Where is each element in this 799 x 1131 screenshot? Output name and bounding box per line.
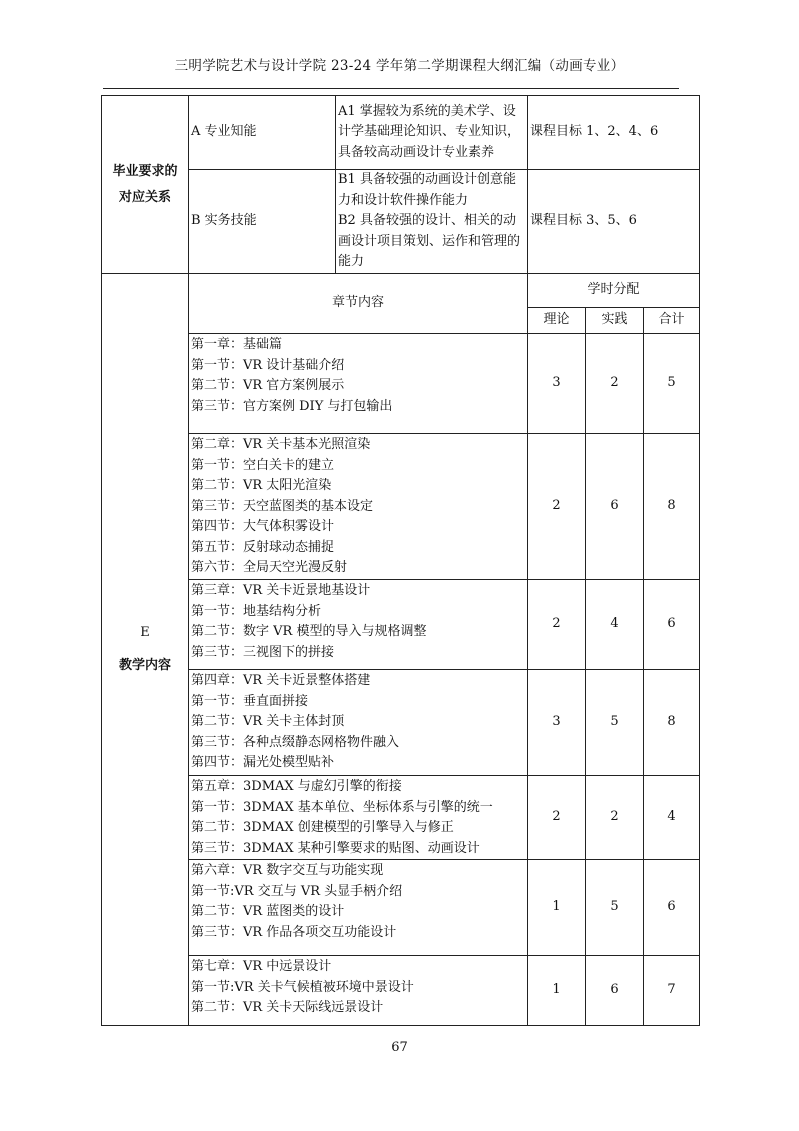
content-code: E xyxy=(140,625,150,640)
section-line: 第三节：VR 作品各项交互功能设计 xyxy=(191,924,397,940)
requirement-line: A1 掌握较为系统的美术学、设 xyxy=(338,103,516,119)
total-hours: 7 xyxy=(644,956,700,1026)
total-hours: 4 xyxy=(644,776,700,860)
total-hours: 8 xyxy=(644,434,700,580)
chapter-row xyxy=(102,334,700,434)
section-line: 第一节:VR 关卡气候植被环境中景设计 xyxy=(191,979,414,995)
practice-hours: 6 xyxy=(586,956,644,1026)
chapter-content xyxy=(189,334,528,434)
chapter-title: 第三章：VR 关卡近景地基设计 xyxy=(191,583,371,598)
practice-hours: 4 xyxy=(586,580,644,670)
theory-header: 理论 xyxy=(528,308,586,334)
section-line: 第四节：漏光处模型贴补 xyxy=(191,755,335,770)
practice-hours: 2 xyxy=(586,776,644,860)
section-line: 第二节：VR 关卡天际线远景设计 xyxy=(191,1000,384,1015)
requirement-b xyxy=(336,170,528,274)
practice-hours: 6 xyxy=(586,434,644,580)
chapter-content xyxy=(189,670,528,776)
page-number: 67 xyxy=(391,1040,408,1055)
chapter-column-header: 章节内容 xyxy=(189,274,528,334)
section-line: 第一节：地基结构分析 xyxy=(191,603,322,619)
target-a: 课程目标 1、2、4、6 xyxy=(528,96,700,170)
header-rule xyxy=(103,88,679,89)
requirement-line: 能力 xyxy=(338,254,365,270)
theory-hours: 3 xyxy=(528,334,586,434)
section-line: 第三节：3DMAX 某种引擎要求的贴图、动画设计 xyxy=(191,840,480,856)
content-header-row xyxy=(102,274,700,308)
section-line: 第一节：空白关卡的建立 xyxy=(191,457,335,473)
section-line: 第三节：各种点缀静态网格物件融入 xyxy=(191,734,400,750)
section-line: 第二节：数字 VR 模型的导入与规格调整 xyxy=(191,624,427,639)
section-line: 第二节：VR 蓝图类的设计 xyxy=(191,904,345,919)
theory-hours: 3 xyxy=(528,670,586,776)
practice-hours: 2 xyxy=(586,334,644,434)
total-hours: 6 xyxy=(644,580,700,670)
chapter-row xyxy=(102,776,700,860)
category-a: A 专业知能 xyxy=(189,96,336,170)
section-line: 第一节:VR 交互与 VR 头显手柄介绍 xyxy=(191,883,403,899)
category-b: B 实务技能 xyxy=(189,170,336,274)
section-line: 第一节：VR 设计基础介绍 xyxy=(191,357,345,373)
graduation-row-b xyxy=(102,170,700,274)
chapter-row xyxy=(102,956,700,1026)
chapter-title: 第二章：VR 关卡基本光照渲染 xyxy=(191,437,371,452)
chapter-row xyxy=(102,580,700,670)
section-line: 第四节：大气体积雾设计 xyxy=(191,519,335,534)
target-b: 课程目标 3、5、6 xyxy=(528,170,700,274)
chapter-row xyxy=(102,860,700,956)
total-hours: 8 xyxy=(644,670,700,776)
theory-hours: 2 xyxy=(528,434,586,580)
chapter-row xyxy=(102,670,700,776)
section-line: 第六节：全局天空光漫反射 xyxy=(191,560,348,575)
chapter-content xyxy=(189,580,528,670)
chapter-content xyxy=(189,434,528,580)
requirement-line: 具备较高动画设计专业素养 xyxy=(338,144,495,160)
section-line: 第一节：垂直面拼接 xyxy=(191,693,309,709)
page-header: 三明学院艺术与设计学院 23-24 学年第二学期课程大纲汇编（动画专业） xyxy=(174,58,625,74)
requirement-line: B1 具备较强的动画设计创意能 xyxy=(338,172,516,188)
requirement-line: B2 具备较强的设计、相关的动 xyxy=(338,213,516,229)
requirement-a xyxy=(336,96,528,170)
requirement-line: 力和设计软件操作能力 xyxy=(338,192,469,208)
section-line: 第二节：VR 官方案例展示 xyxy=(191,378,345,393)
section-line: 第二节：VR 太阳光渲染 xyxy=(191,478,332,493)
total-hours: 6 xyxy=(644,860,700,956)
hours-column-header: 学时分配 xyxy=(528,274,700,308)
theory-hours: 2 xyxy=(528,776,586,860)
content-label-cell xyxy=(102,274,189,1026)
theory-hours: 1 xyxy=(528,956,586,1026)
theory-hours: 2 xyxy=(528,580,586,670)
requirement-line: 画设计项目策划、运作和管理的 xyxy=(338,233,521,249)
chapter-title: 第四章：VR 关卡近景整体搭建 xyxy=(191,673,371,688)
chapter-content xyxy=(189,956,528,1026)
chapter-row xyxy=(102,434,700,580)
requirement-line: 计学基础理论知识、专业知识， xyxy=(338,124,521,140)
section-line: 第一节：3DMAX 基本单位、坐标体系与引擎的统一 xyxy=(191,799,493,815)
practice-hours: 5 xyxy=(586,860,644,956)
section-line: 第五节：反射球动态捕捉 xyxy=(191,539,335,555)
graduation-row-a xyxy=(102,96,700,170)
section-line: 第三节：官方案例 DIY 与打包输出 xyxy=(191,398,393,414)
section-line: 第二节：VR 关卡主体封顶 xyxy=(191,714,345,729)
chapter-content xyxy=(189,776,528,860)
chapter-title: 第五章：3DMAX 与虚幻引擎的衔接 xyxy=(191,779,402,794)
section-line: 第三节：三视图下的拼接 xyxy=(191,644,335,660)
practice-header: 实践 xyxy=(586,308,644,334)
course-outline-table xyxy=(101,95,700,1026)
chapter-title: 第六章：VR 数字交互与功能实现 xyxy=(191,863,384,878)
theory-hours: 1 xyxy=(528,860,586,956)
section-line: 第二节：3DMAX 创建模型的引擎导入与修正 xyxy=(191,820,454,835)
chapter-content xyxy=(189,860,528,956)
chapter-title: 第一章：基础篇 xyxy=(191,337,283,352)
content-label: 教学内容 xyxy=(118,657,171,673)
total-hours: 5 xyxy=(644,334,700,434)
practice-hours: 5 xyxy=(586,670,644,776)
total-header: 合计 xyxy=(644,308,700,334)
section-line: 第三节：天空蓝图类的基本设定 xyxy=(191,498,374,514)
graduation-label: 毕业要求的对应关系 xyxy=(112,163,178,205)
chapter-title: 第七章：VR 中远景设计 xyxy=(191,959,332,974)
graduation-label-cell xyxy=(102,96,189,274)
